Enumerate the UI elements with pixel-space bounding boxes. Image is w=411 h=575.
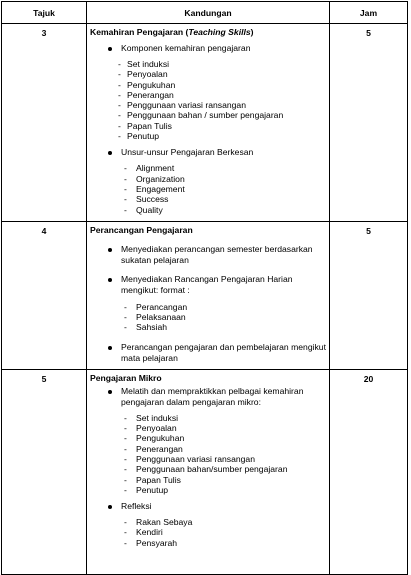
list-item: - Pelaksanaan (124, 312, 186, 323)
bullet-item: Refleksi (90, 501, 327, 512)
list-item: - Perancangan (124, 301, 188, 312)
table-row (2, 221, 408, 369)
sub-list (90, 517, 327, 548)
row-title: Pengajaran Mikro (90, 372, 162, 383)
row-title: Perancangan Pengajaran (90, 224, 193, 235)
list-item: - Kendiri (124, 527, 163, 538)
bullet-icon (108, 346, 112, 350)
bullet-icon (108, 47, 112, 51)
list-item: - Penggunaan bahan / sumber pengajaran (118, 110, 284, 121)
list-item: - Penggunaan variasi ransangan (124, 453, 255, 464)
bullet-item: Unsur-unsur Pengajaran Berkesan (90, 147, 327, 158)
sub-list (90, 59, 327, 141)
row-content (87, 221, 330, 369)
header-row (2, 2, 408, 24)
list-item: - Penutup (118, 131, 160, 142)
header-kandungan: Kandungan (87, 2, 330, 24)
row-number: 5 (2, 369, 87, 574)
list-item: - Pengukuhan (124, 433, 185, 444)
list-item: - Sahsiah (124, 322, 168, 333)
syllabus-table (1, 1, 408, 575)
sub-list (90, 302, 327, 333)
list-item: - Penerangan (118, 89, 174, 100)
list-item: - Papan Tulis (118, 120, 172, 131)
row-number: 4 (2, 221, 87, 369)
bullet-item: Melatih dan mempraktikkan pelbagai kemahiran pengajaran dalam pengajaran mikro: (90, 386, 327, 408)
list-item: - Penyoalan (124, 423, 177, 434)
header-tajuk: Tajuk (2, 2, 87, 24)
list-item: - Pengukuhan (118, 79, 176, 90)
header-jam: Jam (330, 2, 408, 24)
table-row (2, 369, 408, 574)
list-item: - Penerangan (124, 443, 183, 454)
list-item: - Penggunaan bahan/sumber pengajaran (124, 464, 288, 475)
list-item: - Set induksi (118, 59, 170, 69)
row-content (87, 369, 330, 574)
row-jam: 5 (330, 24, 408, 222)
list-item: - Penyoalan (118, 69, 168, 80)
list-item: - Set induksi (124, 412, 179, 423)
bullet-item: Komponen kemahiran pengajaran (90, 43, 327, 54)
bullet-icon (108, 505, 112, 509)
list-item: - Rakan Sebaya (124, 517, 193, 528)
list-item: - Pensyarah (124, 537, 178, 548)
row-jam: 20 (330, 369, 408, 574)
row-content (87, 24, 330, 222)
bullet-item: Perancangan pengajaran dan pembelajaran mengikut mata pelajaran (90, 342, 327, 364)
bullet-icon (108, 390, 112, 394)
bullet-icon (108, 278, 112, 282)
list-item: - Penutup (124, 484, 169, 495)
list-item: - Penggunaan variasi ransangan (118, 100, 246, 111)
sub-list (90, 163, 327, 214)
bullet-icon (108, 151, 112, 155)
bullet-item: Menyediakan perancangan semester berdasarkan sukatan pelajaran (90, 244, 327, 266)
list-item: - Alignment (124, 163, 175, 174)
list-item: - Quality (124, 204, 163, 215)
sub-list (90, 413, 327, 495)
bullet-icon (108, 248, 112, 252)
list-item: - Organization (124, 173, 185, 184)
table-row (2, 24, 408, 222)
row-number: 3 (2, 24, 87, 222)
list-item: - Papan Tulis (124, 474, 181, 485)
list-item: - Engagement (124, 183, 185, 194)
row-title: Kemahiran Pengajaran (Teaching Skills) (90, 27, 254, 37)
row-jam: 5 (330, 221, 408, 369)
bullet-item: Menyediakan Rancangan Pengajaran Harian mengikut: format : (90, 274, 327, 296)
list-item: - Success (124, 194, 169, 205)
